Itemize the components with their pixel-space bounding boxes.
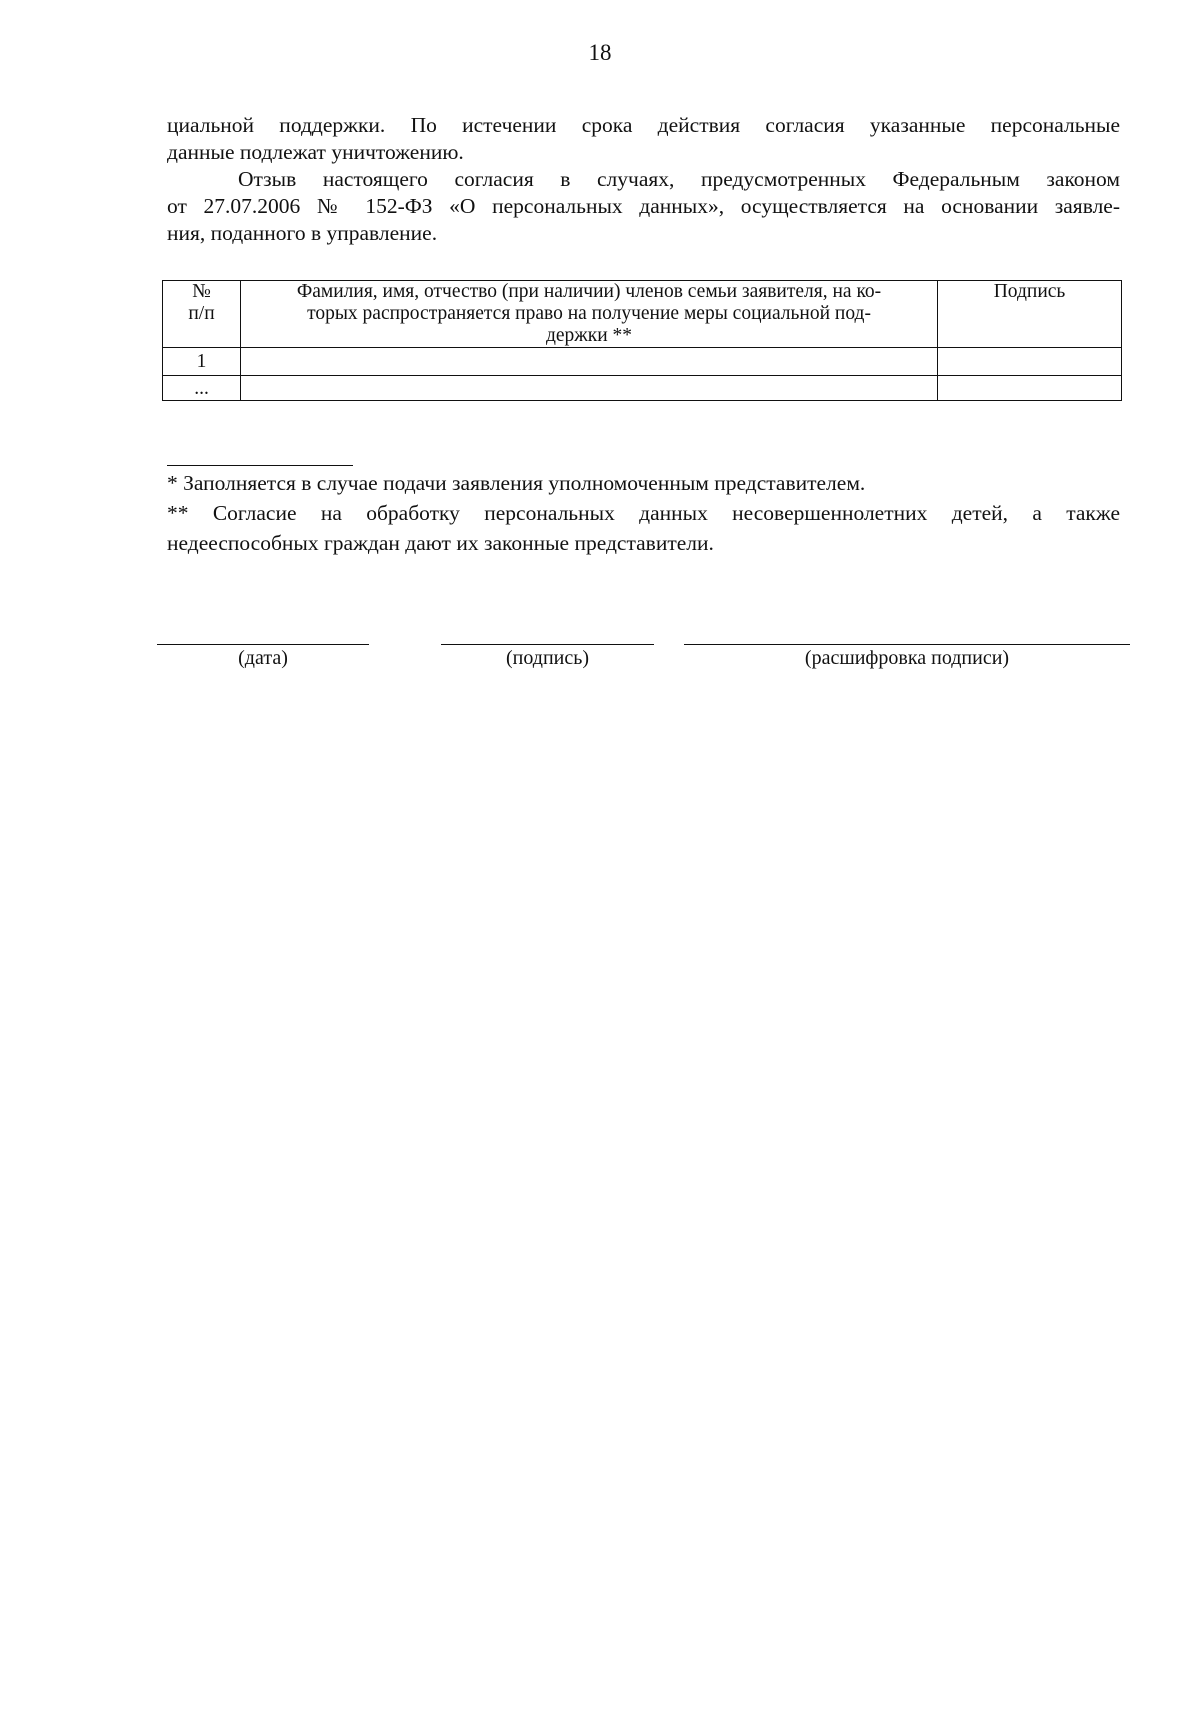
family-members-table bbox=[162, 280, 1122, 401]
header-full-name-line: Фамилия, имя, отчество (при наличии) членов семьи заявителя, на ко- bbox=[296, 281, 882, 302]
header-full-name-line: держки ** bbox=[545, 325, 633, 346]
row-number-cell: ... bbox=[163, 376, 241, 401]
footnote-separator bbox=[167, 465, 353, 466]
row-name-cell[interactable] bbox=[241, 376, 938, 401]
page-number: 18 bbox=[588, 40, 612, 65]
table-row bbox=[163, 376, 1122, 401]
paragraph-line: от 27.07.2006 № 152-ФЗ «О персональных данных», осуществляется на основании заявле- bbox=[167, 194, 1120, 218]
header-full-name bbox=[241, 281, 938, 348]
signature-line[interactable] bbox=[441, 644, 654, 645]
header-signature: Подпись bbox=[938, 281, 1122, 348]
row-name-cell[interactable] bbox=[241, 348, 938, 376]
paragraph-line: циальной поддержки. По истечении срока действия согласия указанные персональные bbox=[167, 113, 1120, 137]
paragraph-data-destruction bbox=[167, 112, 1120, 166]
footnote-representative: * Заполняется в случае подачи заявления уполномоченным представителем. bbox=[167, 471, 866, 495]
paragraph-line: данные подлежат уничтожению. bbox=[167, 140, 464, 164]
row-signature-cell[interactable] bbox=[938, 348, 1122, 376]
header-number bbox=[163, 281, 241, 348]
signature-transcript-caption: (расшифровка подписи) bbox=[804, 647, 1010, 669]
paragraph-consent-revocation bbox=[167, 166, 1120, 247]
date-line[interactable] bbox=[157, 644, 369, 645]
table-row bbox=[163, 348, 1122, 376]
date-caption: (дата) bbox=[238, 647, 288, 669]
footnotes bbox=[167, 468, 1120, 558]
signature-caption: (подпись) bbox=[505, 647, 590, 669]
signature-transcript-line[interactable] bbox=[684, 644, 1130, 645]
header-number-label: п/п bbox=[188, 303, 215, 324]
header-number-symbol: № bbox=[192, 281, 211, 302]
paragraph-line: ния, поданного в управление. bbox=[167, 221, 438, 245]
table-header-row bbox=[163, 281, 1122, 348]
footnote-minors-line: недееспособных граждан дают их законные представители. bbox=[167, 531, 714, 555]
paragraph-line: Отзыв настоящего согласия в случаях, предусмотренных Федеральным законом bbox=[238, 167, 1120, 191]
row-number-cell: 1 bbox=[163, 348, 241, 376]
row-signature-cell[interactable] bbox=[938, 376, 1122, 401]
footnote-minors-line: ** Согласие на обработку персональных данных несовершеннолетних детей, а также bbox=[167, 501, 1120, 525]
header-full-name-line: торых распространяется право на получение меры социальной под- bbox=[307, 303, 871, 324]
